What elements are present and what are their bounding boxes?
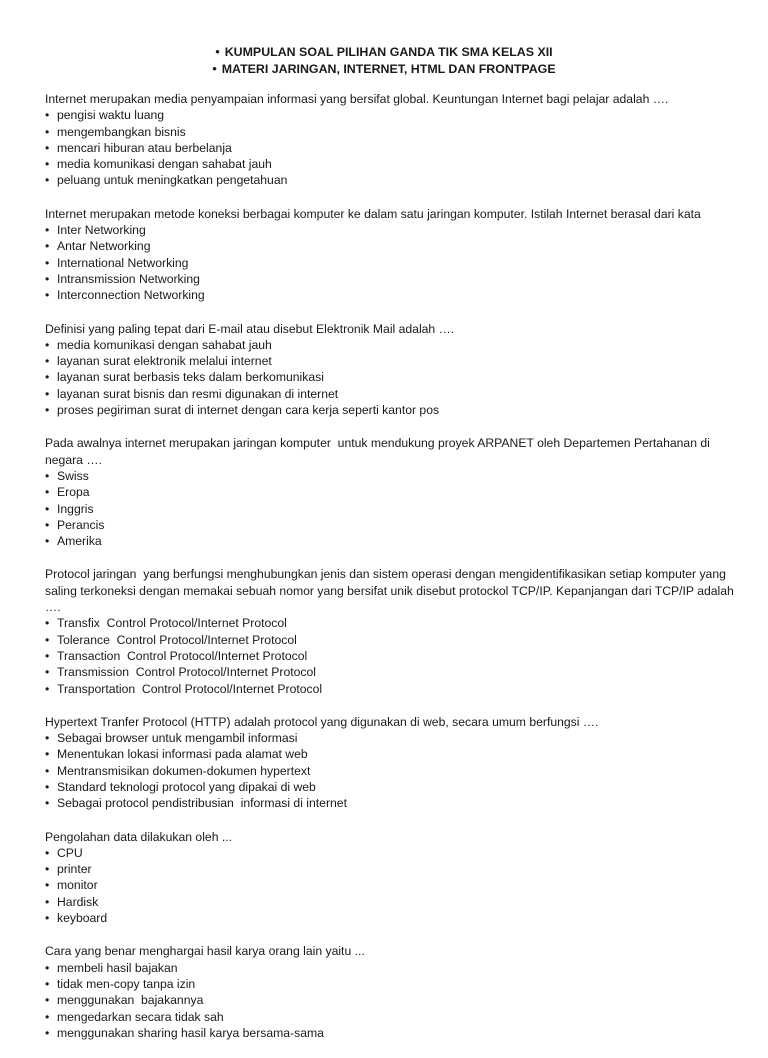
answer-option-text: menggunakan sharing hasil karya bersama-sama [57, 1025, 324, 1040]
answer-option [45, 255, 745, 271]
heading-line-2 [0, 61, 768, 78]
answer-option-text: proses pegiriman surat di internet dengan cara kerja seperti kantor pos [57, 403, 440, 418]
answer-option-text: Sebagai browser untuk mengambil informasi [57, 731, 298, 746]
bullet-icon: • [45, 681, 50, 696]
answer-option [45, 468, 745, 484]
answer-option-text: Intransmission Networking [57, 271, 200, 286]
bullet-icon: • [45, 632, 50, 647]
answer-option-text: media komunikasi dengan sahabat jauh [57, 157, 272, 172]
bullet-icon: • [45, 403, 50, 418]
heading-title-2: MATERI JARINGAN, INTERNET, HTML DAN FRONTPAGE [221, 61, 556, 76]
bullet-icon: • [45, 271, 50, 286]
answer-option [45, 353, 745, 369]
bullet-icon: • [45, 1025, 50, 1040]
bullet-icon: • [45, 386, 50, 401]
bullet-icon: • [45, 173, 50, 188]
question-text: Definisi yang paling tepat dari E-mail atau disebut Elektronik Mail adalah …. [45, 321, 455, 336]
heading-title-1: KUMPULAN SOAL PILIHAN GANDA TIK SMA KELAS XII [224, 45, 553, 59]
answer-option [45, 140, 745, 156]
answer-option-text: Transmission Control Protocol/Internet Protocol [57, 665, 316, 680]
answer-option [45, 763, 745, 779]
answer-option [45, 845, 745, 861]
answer-option [45, 172, 745, 188]
answer-option [45, 730, 745, 746]
question-block [45, 435, 745, 549]
bullet-icon: • [45, 862, 50, 877]
answer-option-text: Inter Networking [57, 223, 146, 238]
bullet-icon: • [45, 911, 50, 926]
answer-option [45, 992, 745, 1008]
answer-option-text: menggunakan bajakannya [57, 993, 204, 1008]
answer-option-text: Menentukan lokasi informasi pada alamat web [57, 747, 308, 762]
answer-option-text: layanan surat berbasis teks dalam berkomunikasi [57, 370, 324, 385]
question-block [45, 91, 745, 189]
answer-option [45, 271, 745, 287]
answer-option-list [45, 107, 745, 188]
question-text: Pengolahan data dilakukan oleh ... [45, 829, 233, 844]
bullet-icon: • [45, 354, 50, 369]
bullet-icon: • [45, 468, 50, 483]
answer-option-text: Hardisk [57, 894, 99, 909]
answer-option-text: Swiss [57, 468, 89, 483]
answer-option [45, 369, 745, 385]
bullet-icon: • [45, 501, 50, 516]
bullet-icon: • [45, 763, 50, 778]
answer-option-text: Transaction Control Protocol/Internet Protocol [57, 648, 308, 663]
answer-option [45, 615, 745, 631]
question-block [45, 829, 745, 927]
answer-option [45, 337, 745, 353]
answer-option [45, 501, 745, 517]
answer-option [45, 107, 745, 123]
answer-option-list [45, 845, 745, 926]
question-text: Pada awalnya internet merupakan jaringan komputer untuk mendukung proyek ARPANET oleh Departemen Pertahanan di negara …. [45, 436, 714, 467]
answer-option-text: International Networking [57, 255, 189, 270]
answer-option-text: mengembangkan bisnis [57, 124, 186, 139]
answer-option [45, 910, 745, 926]
bullet-icon: • [45, 337, 50, 352]
bullet-icon: • [45, 255, 50, 270]
bullet-icon: • [45, 993, 50, 1008]
question-block [45, 321, 745, 419]
answer-option-text: mengedarkan secara tidak sah [57, 1009, 224, 1024]
answer-option [45, 156, 745, 172]
answer-option-text: Amerika [57, 534, 102, 549]
bullet-icon: • [45, 288, 50, 303]
answer-option-text: Eropa [57, 485, 90, 500]
answer-option-text: Mentransmisikan dokumen-dokumen hypertext [57, 763, 311, 778]
bullet-icon: • [45, 534, 50, 549]
answer-option-list [45, 337, 745, 418]
document-heading [0, 44, 768, 77]
question-block [45, 714, 745, 812]
bullet-icon: • [45, 517, 50, 532]
bullet-icon: • [45, 108, 50, 123]
bullet-icon: • [45, 140, 50, 155]
answer-option [45, 517, 745, 533]
answer-option-text: monitor [57, 878, 98, 893]
answer-option [45, 386, 745, 402]
answer-option [45, 746, 745, 762]
answer-option [45, 779, 745, 795]
answer-option [45, 976, 745, 992]
answer-option-text: peluang untuk meningkatkan pengetahuan [57, 173, 288, 188]
bullet-icon: • [45, 157, 50, 172]
answer-option [45, 648, 745, 664]
answer-option-list [45, 730, 745, 811]
bullet-icon: • [45, 1009, 50, 1024]
bullet-icon: • [45, 370, 50, 385]
answer-option-text: pengisi waktu luang [57, 108, 165, 123]
answer-option-text: Transfix Control Protocol/Internet Protocol [57, 616, 287, 631]
answer-option-text: layanan surat bisnis dan resmi digunakan di internet [57, 386, 339, 401]
bullet-icon: • [45, 845, 50, 860]
question-text: Cara yang benar menghargai hasil karya orang lain yaitu ... [45, 944, 365, 959]
answer-option-text: Tolerance Control Protocol/Internet Protocol [57, 632, 297, 647]
answer-option-text: keyboard [57, 911, 108, 926]
answer-option-text: media komunikasi dengan sahabat jauh [57, 337, 272, 352]
bullet-icon: • [45, 485, 50, 500]
answer-option [45, 124, 745, 140]
answer-option [45, 681, 745, 697]
answer-option-text: tidak men-copy tanpa izin [57, 976, 196, 991]
answer-option-text: Perancis [57, 517, 105, 532]
answer-option [45, 222, 745, 238]
answer-option-text: Antar Networking [57, 239, 151, 254]
bullet-icon: • [45, 223, 50, 238]
question-block [45, 566, 745, 696]
bullet-icon: • [45, 616, 50, 631]
answer-option [45, 861, 745, 877]
answer-option-text: Inggris [57, 501, 94, 516]
bullet-icon: • [45, 124, 50, 139]
question-list [45, 91, 745, 1058]
heading-bullet: • [212, 61, 217, 76]
cut-off-next-question [45, 1017, 485, 1029]
heading-line-1 [0, 44, 768, 61]
answer-option [45, 238, 745, 254]
bullet-icon: • [45, 976, 50, 991]
answer-option-text: membeli hasil bajakan [57, 960, 178, 975]
bullet-icon: • [45, 894, 50, 909]
bullet-icon: • [45, 779, 50, 794]
question-text: Internet merupakan metode koneksi berbagai komputer ke dalam satu jaringan komputer. Istilah Internet berasal dari kata [45, 206, 701, 221]
answer-option-text: Standard teknologi protocol yang dipakai di web [57, 779, 316, 794]
bullet-icon: • [45, 648, 50, 663]
answer-option [45, 287, 745, 303]
bullet-icon: • [45, 731, 50, 746]
answer-option [45, 664, 745, 680]
bullet-icon: • [45, 878, 50, 893]
answer-option-text: Sebagai protocol pendistribusian informasi di internet [57, 796, 347, 811]
answer-option [45, 960, 745, 976]
answer-option-text: printer [57, 862, 92, 877]
answer-option [45, 894, 745, 910]
bullet-icon: • [45, 747, 50, 762]
answer-option [45, 402, 745, 418]
answer-option-text: Transportation Control Protocol/Internet Protocol [57, 681, 323, 696]
answer-option-text: layanan surat elektronik melalui internet [57, 354, 272, 369]
question-text: Protocol jaringan yang berfungsi menghubungkan jenis dan sistem operasi dengan mengidentifikasikan setiap komputer yang saling terkoneksi dengan memakai sebuah nomor yang bersifat unik disebut protockol TCP/IP. Kepanjangan dari TCP/IP adalah …. [45, 567, 738, 615]
answer-option-list [45, 468, 745, 549]
answer-option-text: Interconnection Networking [57, 288, 205, 303]
answer-option-list [45, 222, 745, 303]
answer-option [45, 877, 745, 893]
answer-option [45, 632, 745, 648]
bullet-icon: • [45, 796, 50, 811]
bullet-icon: • [45, 239, 50, 254]
answer-option [45, 795, 745, 811]
bullet-icon: • [45, 960, 50, 975]
answer-option-list [45, 615, 745, 696]
bullet-icon: • [45, 665, 50, 680]
question-text: Internet merupakan media penyampaian informasi yang bersifat global. Keuntungan Internet bagi pelajar adalah …. [45, 92, 669, 106]
answer-option [45, 533, 745, 549]
question-text: Hypertext Tranfer Protocol (HTTP) adalah protocol yang digunakan di web, secara umum berfungsi …. [45, 714, 599, 729]
answer-option [45, 484, 745, 500]
answer-option-text: CPU [57, 845, 83, 860]
question-block [45, 206, 745, 304]
heading-bullet: • [215, 45, 220, 59]
answer-option-text: mencari hiburan atau berbelanja [57, 140, 232, 155]
